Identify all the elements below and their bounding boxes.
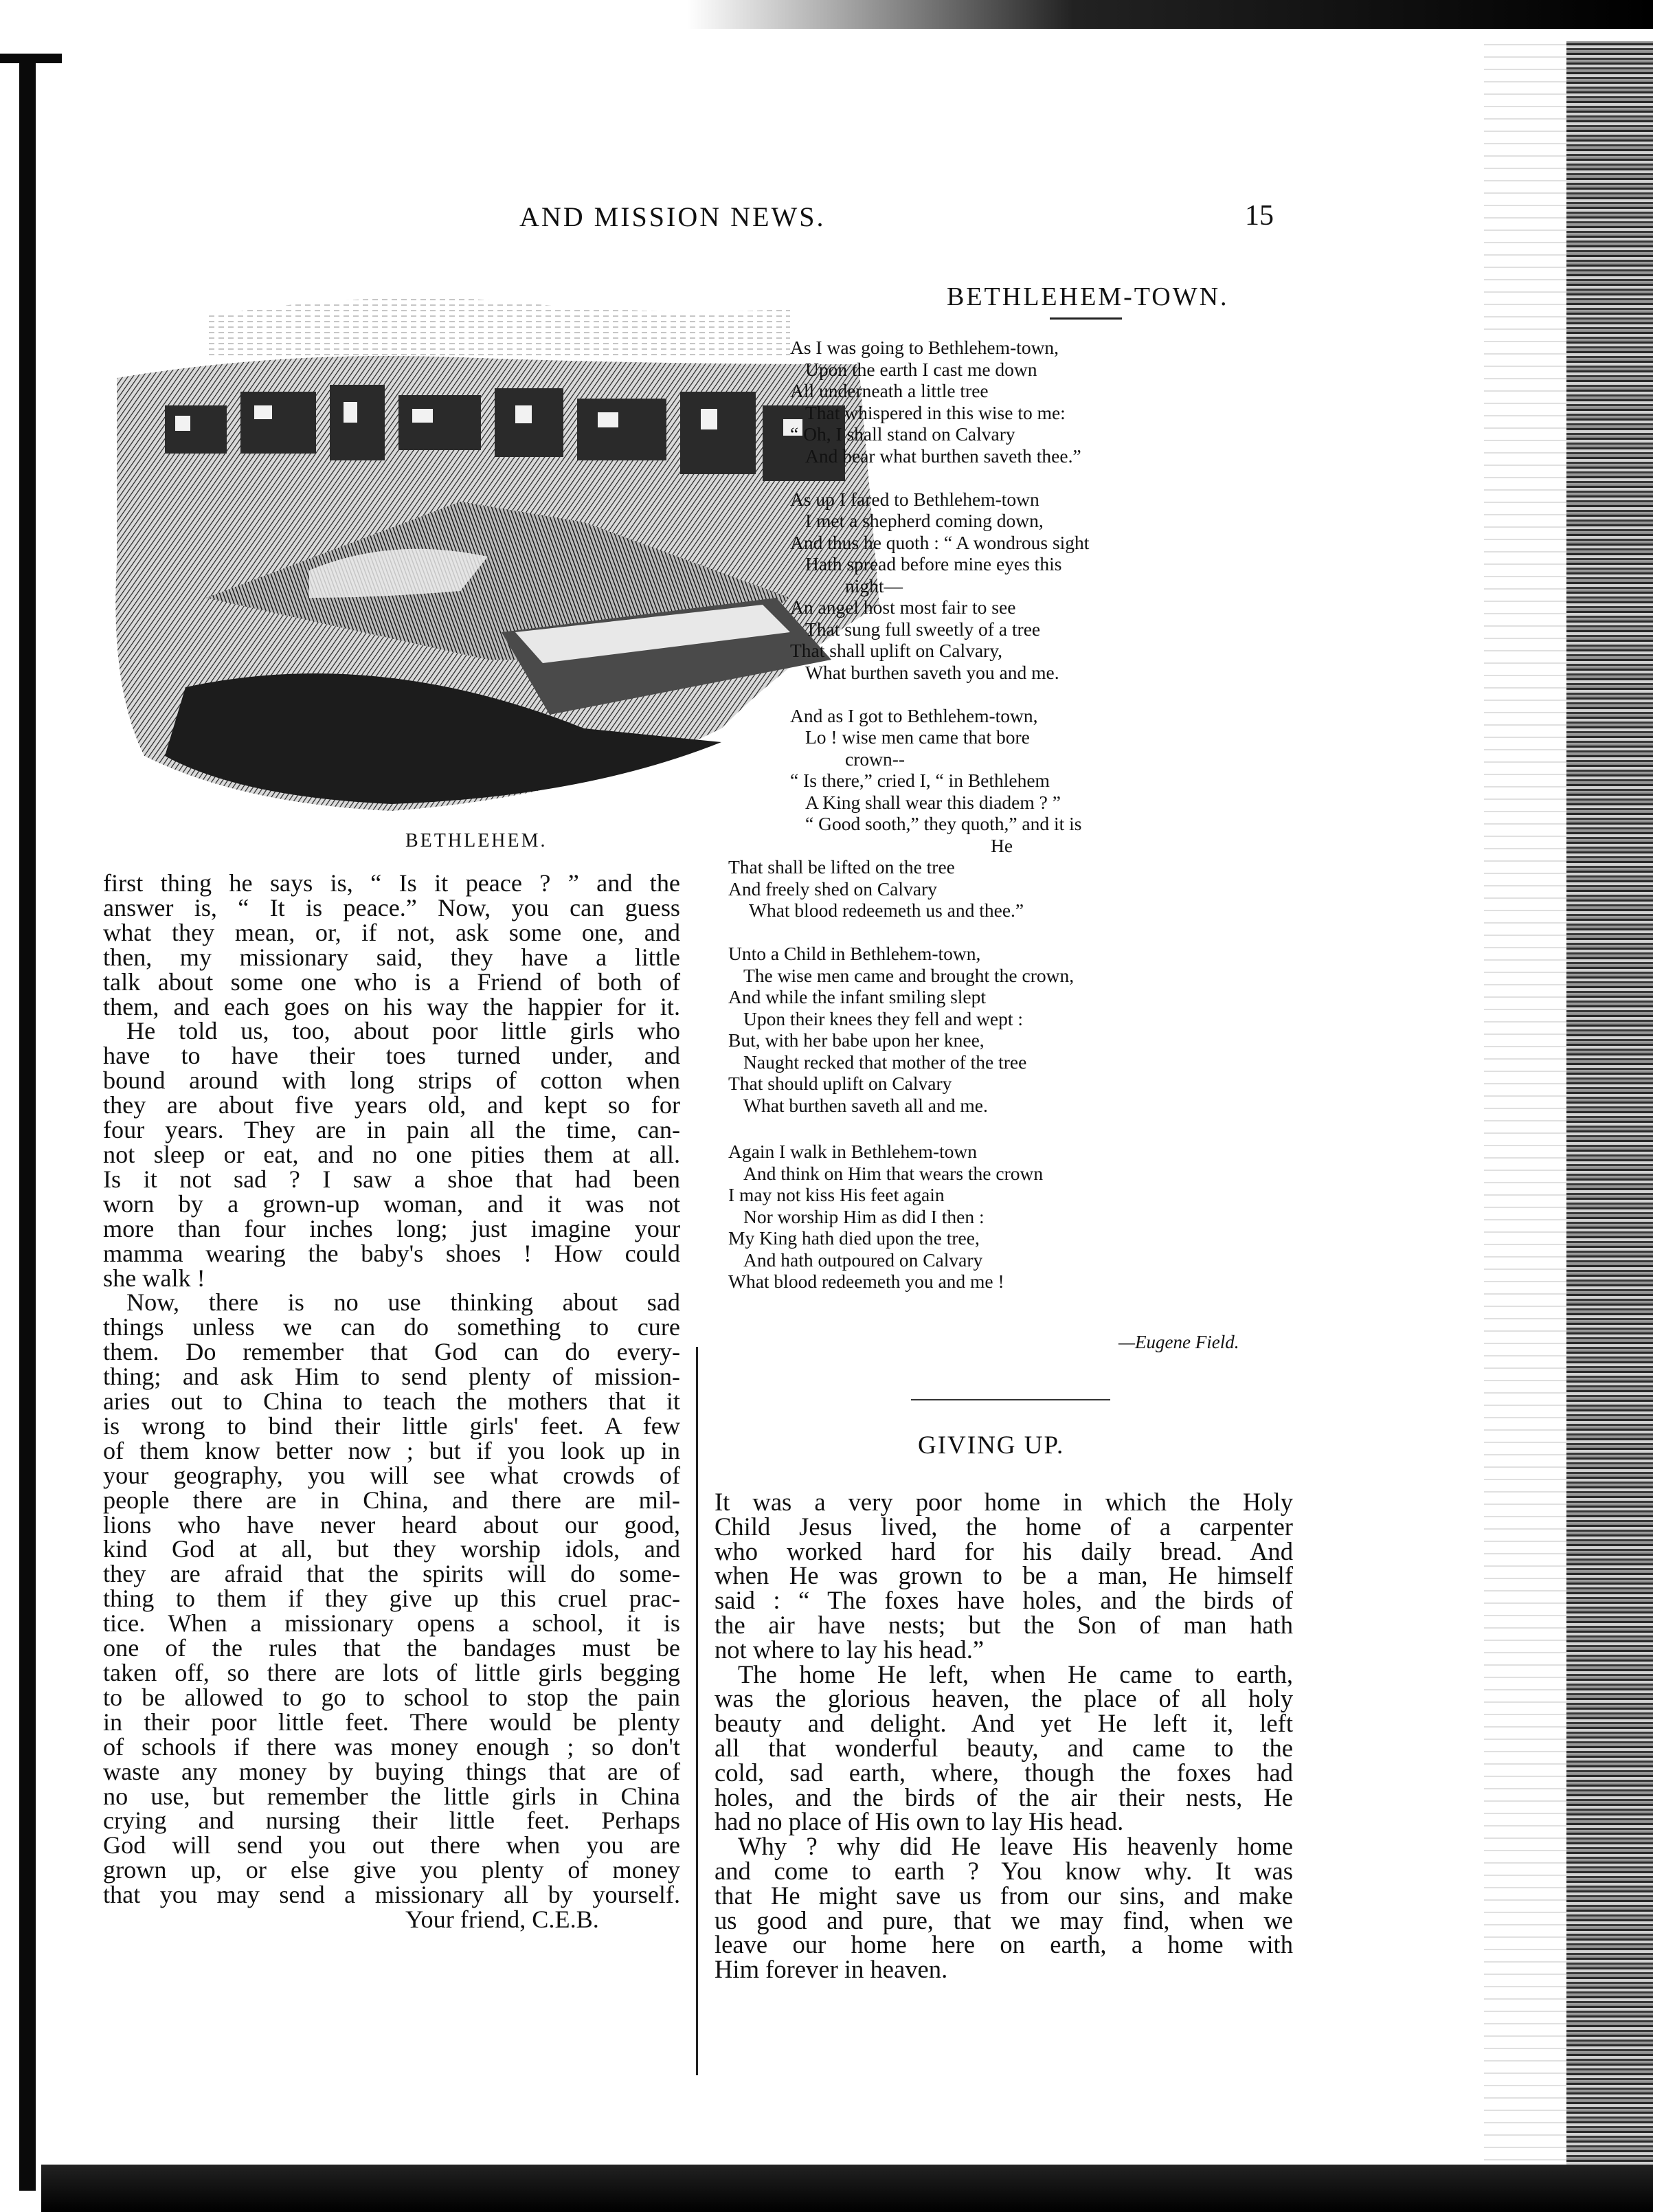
poem-line: All underneath a little tree (790, 380, 989, 401)
text-line: they are about five years old, and kept so for (103, 1091, 680, 1119)
text-line: not where to lay his head.” (715, 1635, 985, 1664)
section-separator (911, 1399, 1110, 1400)
poem-stanza (769, 489, 1278, 684)
poem-line: Nor worship Him as did I then : (743, 1205, 985, 1227)
text-line: one of the rules that the bandages must be (103, 1634, 680, 1662)
text-line: tice. When a missionary opens a school, it is (103, 1609, 680, 1638)
signoff: Your friend, C.E.B. (405, 1906, 599, 1934)
poem-line: And while the infant smiling slept (728, 986, 987, 1007)
poem-line: I may not kiss His feet again (728, 1184, 945, 1205)
text-line: thing to them if they give up this cruel prac- (103, 1585, 680, 1613)
poem-line: My King hath died upon the tree, (728, 1227, 980, 1249)
text-line: more than four inches long; just imagine your (103, 1214, 680, 1242)
poem-line: And as I got to Bethlehem-town, (790, 704, 1038, 726)
scan-edge-right-shadow (1484, 41, 1566, 2171)
text-line: The home He left, when He came to earth, (738, 1660, 1293, 1688)
poem-line: The wise men came and brought the crown, (743, 964, 1075, 986)
text-line: all that wonderful beauty, and came to the (715, 1733, 1293, 1762)
poem-line: Upon the earth I cast me down (805, 358, 1037, 380)
text-line: God will send you out there when you are (103, 1831, 680, 1859)
text-line: your geography, you will see what crowds of (103, 1461, 680, 1489)
text-line: who worked hard for his daily bread. And (715, 1537, 1293, 1565)
text-line: then, my missionary said, they have a little (103, 943, 680, 971)
poem-line: Upon their knees they fell and wept : (743, 1007, 1024, 1029)
poem-line: As I was going to Bethlehem-town, (790, 337, 1059, 358)
text-line: Him forever in heaven. (715, 1955, 948, 1984)
poem-line: But, with her babe upon her knee, (728, 1029, 985, 1051)
poem-line: night— (845, 574, 903, 596)
poem-line: Again I walk in Bethlehem-town (728, 1141, 977, 1162)
text-line: in their poor little feet. There would be plenty (103, 1708, 680, 1736)
text-line: was the glorious heaven, the place of all holy (715, 1684, 1293, 1713)
poem-line: And freely shed on Calvary (728, 878, 937, 900)
poem-line: That shall uplift on Calvary, (790, 640, 1003, 661)
poem-line: “ Is there,” cried I, “ in Bethlehem (790, 770, 1050, 791)
poem-line: What blood redeemeth you and me ! (728, 1271, 1004, 1292)
text-line: not sleep or eat, and no one pities them at all. (103, 1140, 680, 1168)
text-line: is wrong to bind their little girls' feet. A few (103, 1411, 680, 1440)
text-line: holes, and the birds of the air their nests, He (715, 1783, 1293, 1811)
poem-line: I met a shepherd coming down, (805, 510, 1044, 531)
poem-line: And think on Him that wears the crown (743, 1162, 1044, 1184)
text-line: Child Jesus lived, the home of a carpenter (715, 1512, 1293, 1541)
article-title: GIVING UP. (918, 1431, 1065, 1460)
poem-line: He (991, 834, 1013, 856)
poem-attribution: —Eugene Field. (1118, 1332, 1239, 1352)
poem-body (728, 337, 1278, 1314)
poem-line: “ Good sooth,” they quoth,” and it is (805, 813, 1082, 834)
poem-line: That should uplift on Calvary (728, 1073, 952, 1094)
text-line: first thing he says is, “ Is it peace ? ” and the (103, 869, 680, 897)
text-line: kind God at all, but they worship idols, and (103, 1535, 680, 1563)
text-line: worn by a grown-up woman, and it was not (103, 1189, 680, 1218)
poem-stanza (769, 337, 1278, 467)
running-head: AND MISSION NEWS. (519, 201, 826, 232)
poem-line: That shall be lifted on the tree (728, 856, 955, 878)
text-line: answer is, “ It is peace.” Now, you can guess (103, 893, 680, 921)
text-line: the air have nests; but the Son of man hath (715, 1610, 1293, 1639)
poem-line: Lo ! wise men came that bore (805, 726, 1030, 748)
poem-line: As up I fared to Bethlehem-town (790, 488, 1039, 510)
text-line: mamma wearing the baby's shoes ! How could (103, 1239, 680, 1267)
text-line: to be allowed to go to school to stop the pain (103, 1683, 680, 1711)
poem-stanza (728, 1141, 1278, 1293)
text-line: Why ? why did He leave His heavenly home (738, 1832, 1293, 1861)
text-line: she walk ! (103, 1264, 205, 1292)
text-line: things unless we can do something to cure (103, 1313, 680, 1341)
poem-title-rule (1050, 317, 1122, 320)
column-divider (696, 1347, 698, 2075)
text-line: when He was grown to be a man, He himself (715, 1561, 1293, 1590)
poem-line: What blood redeemeth us and thee.” (749, 900, 1024, 921)
page-number: 15 (1245, 200, 1274, 232)
text-line: that He might save us from our sins, and make (715, 1881, 1293, 1910)
scan-edge-top (687, 0, 1653, 29)
text-line: He told us, too, about poor little girls who (126, 1017, 680, 1045)
text-line: what they mean, or, if not, ask some one, and (103, 918, 680, 946)
text-line: no use, but remember the little girls in China (103, 1782, 680, 1810)
poem-line: crown-- (845, 748, 906, 770)
text-line: It was a very poor home in which the Holy (715, 1488, 1293, 1516)
text-line: talk about some one who is a Friend of both of (103, 968, 680, 996)
text-line: crying and nursing their little feet. Perhaps (103, 1807, 680, 1835)
text-line: them. Do remember that God can do every- (103, 1338, 680, 1366)
scan-edge-left (19, 54, 36, 2191)
poem-line: Naught recked that mother of the tree (743, 1051, 1027, 1073)
poem-line: An angel host most fair to see (790, 596, 1016, 618)
poem-line: What burthen saveth you and me. (805, 661, 1059, 683)
text-line: grown up, or else give you plenty of money (103, 1856, 680, 1884)
illustration-caption: BETHLEHEM. (405, 830, 548, 851)
text-line: of them know better now ; but if you look up in (103, 1436, 680, 1464)
poem-line: “ Oh, I shall stand on Calvary (790, 423, 1015, 445)
poem-line: And hath outpoured on Calvary (743, 1249, 983, 1271)
text-line: thing; and ask Him to send plenty of mission- (103, 1363, 680, 1391)
text-line: cold, sad earth, where, though the foxes had (715, 1758, 1293, 1787)
text-line: of schools if there was money enough ; so don't (103, 1732, 680, 1761)
poem-line: That whispered in this wise to me: (805, 401, 1066, 423)
text-line: they are afraid that the spirits will do some- (103, 1560, 680, 1588)
text-line: Now, there is no use thinking about sad (126, 1288, 680, 1317)
poem-line: What burthen saveth all and me. (743, 1094, 988, 1116)
text-line: Is it not sad ? I saw a shoe that had been (103, 1165, 680, 1193)
text-line: lions who have never heard about our good, (103, 1510, 680, 1539)
poem-line: A King shall wear this diadem ? ” (805, 791, 1061, 813)
text-line: leave our home here on earth, a home with (715, 1930, 1293, 1959)
text-line: them, and each goes on his way the happier for it. (103, 992, 680, 1020)
text-line: us good and pure, that we may find, when we (715, 1906, 1293, 1934)
text-line: beauty and delight. And yet He left it, left (715, 1709, 1293, 1738)
text-line: said : “ The foxes have holes, and the birds of (715, 1586, 1293, 1615)
scan-edge-right (1566, 41, 1653, 2171)
poem-stanza (728, 704, 1278, 921)
text-line: waste any money by buying things that are of (103, 1757, 680, 1785)
article-body (715, 1490, 1293, 1982)
text-line: and come to earth ? You know why. It was (715, 1856, 1293, 1885)
text-line: four years. They are in pain all the time, can- (103, 1116, 680, 1144)
left-column-text (103, 871, 680, 1932)
poem-line: Unto a Child in Bethlehem-town, (728, 943, 981, 964)
scan-edge-bottom (41, 2165, 1653, 2212)
text-line: aries out to China to teach the mothers that it (103, 1387, 680, 1416)
text-line: had no place of His own to lay His head. (715, 1807, 1124, 1836)
poem-title: BETHLEHEM-TOWN. (947, 282, 1229, 311)
text-line: bound around with long strips of cotton when (103, 1066, 680, 1095)
poem-line: And thus he quoth : “ A wondrous sight (790, 531, 1090, 553)
text-line: people there are in China, and there are mil- (103, 1486, 680, 1514)
poem-stanza (728, 943, 1278, 1116)
poem-line: That sung full sweetly of a tree (805, 618, 1041, 640)
poem-line: And bear what burthen saveth thee.” (805, 445, 1081, 467)
poem-line: Hath spread before mine eyes this (805, 553, 1062, 574)
text-line: have to have their toes turned under, and (103, 1042, 680, 1070)
text-line: taken off, so there are lots of little girls begging (103, 1659, 680, 1686)
text-line: that you may send a missionary all by yourself. (103, 1881, 680, 1909)
